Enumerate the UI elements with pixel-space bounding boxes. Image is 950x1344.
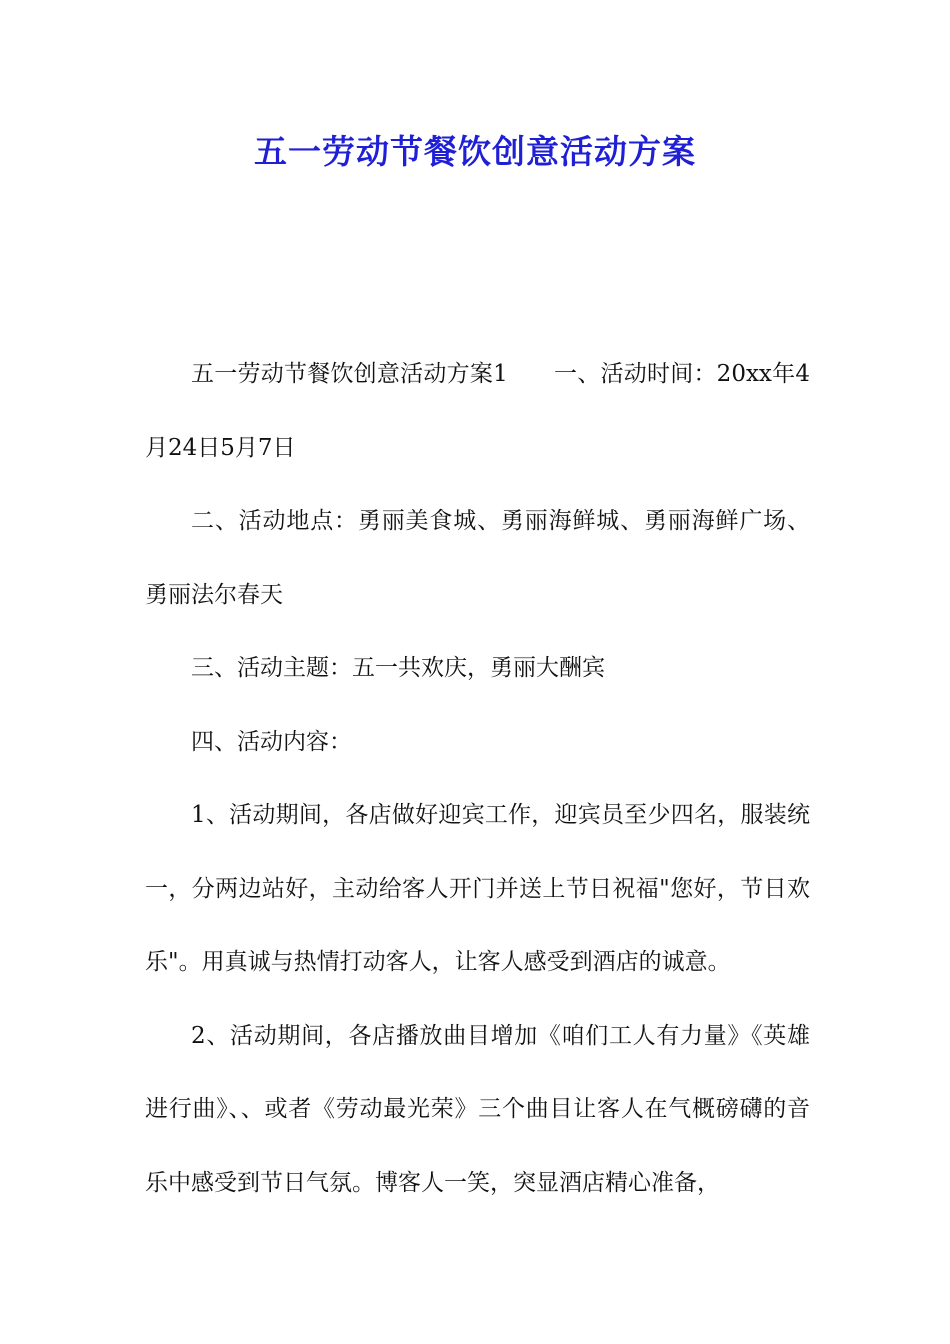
paragraph-heading-inline: 五一劳动节餐饮创意活动方案1 bbox=[191, 361, 508, 387]
paragraph-activity-content-heading: 四、活动内容： bbox=[191, 728, 352, 755]
paragraph-activity-time bbox=[145, 338, 810, 485]
document-body bbox=[145, 338, 810, 1220]
paragraph-activity-theme: 三、活动主题：五一共欢庆，勇丽大酬宾 bbox=[191, 655, 605, 681]
document-title: 五一劳动节餐饮创意活动方案 bbox=[254, 132, 696, 171]
paragraph-content-item-2: 2、活动期间，各店播放曲目增加《咱们工人有力量》《英雄进行曲》、、或者《劳动最光荣》三个曲目让客人在气概磅礴的音乐中感受到节日气氛。博客人一笑，突显酒店精心准备， bbox=[145, 1022, 810, 1196]
paragraph-activity-location: 二、活动地点：勇丽美食城、勇丽海鲜城、勇丽海鲜广场、勇丽法尔春天 bbox=[145, 508, 810, 608]
paragraph-text: 一、活动时间：20xx年4月24日5月7日 bbox=[145, 361, 811, 461]
paragraph-content-item-1: 1、活动期间，各店做好迎宾工作，迎宾员至少四名，服装统一，分两边站好，主动给客人开门并送上节日祝福"您好，节日欢乐"。用真诚与热情打动客人，让客人感受到酒店的诚意。 bbox=[145, 802, 810, 975]
